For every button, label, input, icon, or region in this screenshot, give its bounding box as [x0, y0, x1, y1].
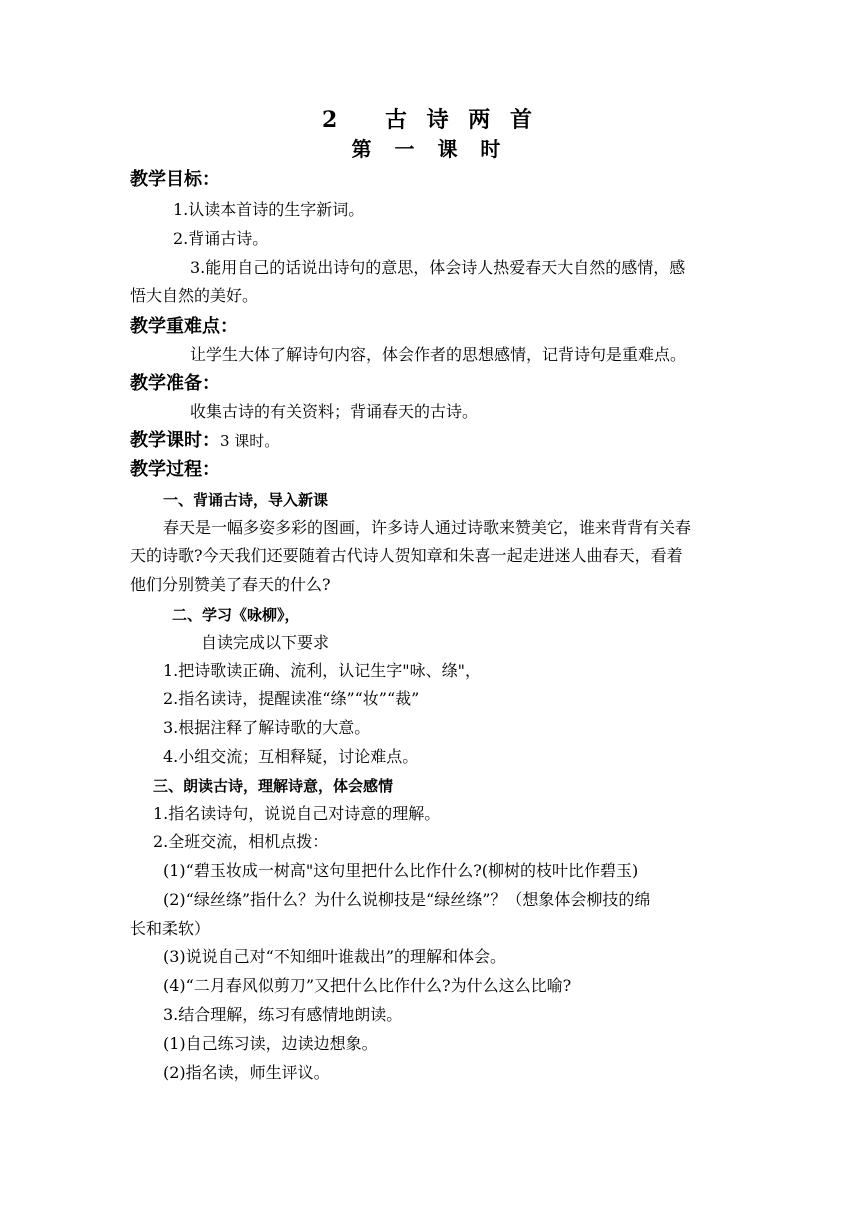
- section-3-item: (2)“绿丝绦”指什么？为什么说柳技是“绿丝绦”？（想象体会柳技的绵: [163, 890, 651, 909]
- goal-item: 2.背诵古诗。: [173, 229, 269, 248]
- section-3-item: 1.指名读诗句，说说自己对诗意的理解。: [153, 804, 441, 823]
- prep-heading: 教学准备：: [130, 373, 220, 394]
- section-3-item: (2)指名读，师生评议。: [163, 1063, 330, 1082]
- section-3-item: 2.全班交流，相机点拨：: [153, 832, 329, 851]
- section-2-item: 2.指名读诗，提醒读准“绦”“妆”“裁”: [163, 689, 420, 708]
- process-heading: 教学过程：: [130, 459, 220, 480]
- lesson-title: 2 古 诗 两 首: [322, 107, 538, 133]
- section-1-line: 天的诗歌?今天我们还要随着古代诗人贺知章和朱喜一起走进迷人曲春天，看着: [130, 546, 683, 565]
- hours-heading: 教学课时：: [130, 430, 220, 451]
- goal-item-continued: 悟大自然的美好。: [130, 286, 259, 305]
- difficulty-text: 让学生大体了解诗句内容，体会作者的思想感情，记背诗句是重难点。: [190, 345, 687, 364]
- section-2-title: 二、学习《咏柳》，: [172, 606, 300, 624]
- section-3-item: (1)“碧玉妆成一树高"这句里把什么比作什么?(柳树的枝叶比作碧玉): [163, 861, 639, 880]
- section-3-item: (4)“二月春风似剪刀”又把什么比作什么?为什么这么比喻?: [163, 976, 572, 995]
- hours-line: [130, 429, 279, 453]
- section-2-item: 4.小组交流；互相释疑，讨论难点。: [163, 747, 419, 766]
- section-3-item-continued: 长和柔软）: [130, 919, 211, 938]
- section-2-item: 3.根据注释了解诗歌的大意。: [163, 718, 371, 737]
- section-3-item: (1)自己练习读，边读边想象。: [163, 1034, 378, 1053]
- goal-item: 1.认读本首诗的生字新词。: [173, 200, 365, 219]
- prep-text: 收集古诗的有关资料；背诵春天的古诗。: [190, 402, 479, 421]
- section-1-line: 春天是一幅多姿多彩的图画，许多诗人通过诗歌来赞美它，谁来背背有关春: [163, 518, 692, 537]
- lesson-subtitle: 第 一 课 时: [351, 137, 509, 161]
- goal-item: 3.能用自己的话说出诗句的意思，体会诗人热爱春天大自然的感情，感: [190, 258, 686, 277]
- section-1-title: 一、背诵古诗，导入新课: [163, 491, 329, 509]
- section-1-line: 他们分别赞美了春天的什么?: [130, 575, 331, 594]
- goals-heading: 教学目标：: [130, 169, 220, 190]
- hours-value: 3 课时。: [220, 432, 280, 450]
- section-3-item: 3.结合理解，练习有感情地朗读。: [163, 1005, 403, 1024]
- section-2-intro: 自读完成以下要求: [201, 633, 330, 652]
- section-3-title: 三、朗读古诗，理解诗意，体会感情: [153, 777, 394, 795]
- difficulty-heading: 教学重难点：: [130, 316, 238, 337]
- section-2-item: 1.把诗歌读正确、流利，认记生字"咏、绦"，: [163, 661, 481, 680]
- section-3-item: (3)说说自己对“不知细叶谁裁出”的理解和体会。: [163, 947, 507, 966]
